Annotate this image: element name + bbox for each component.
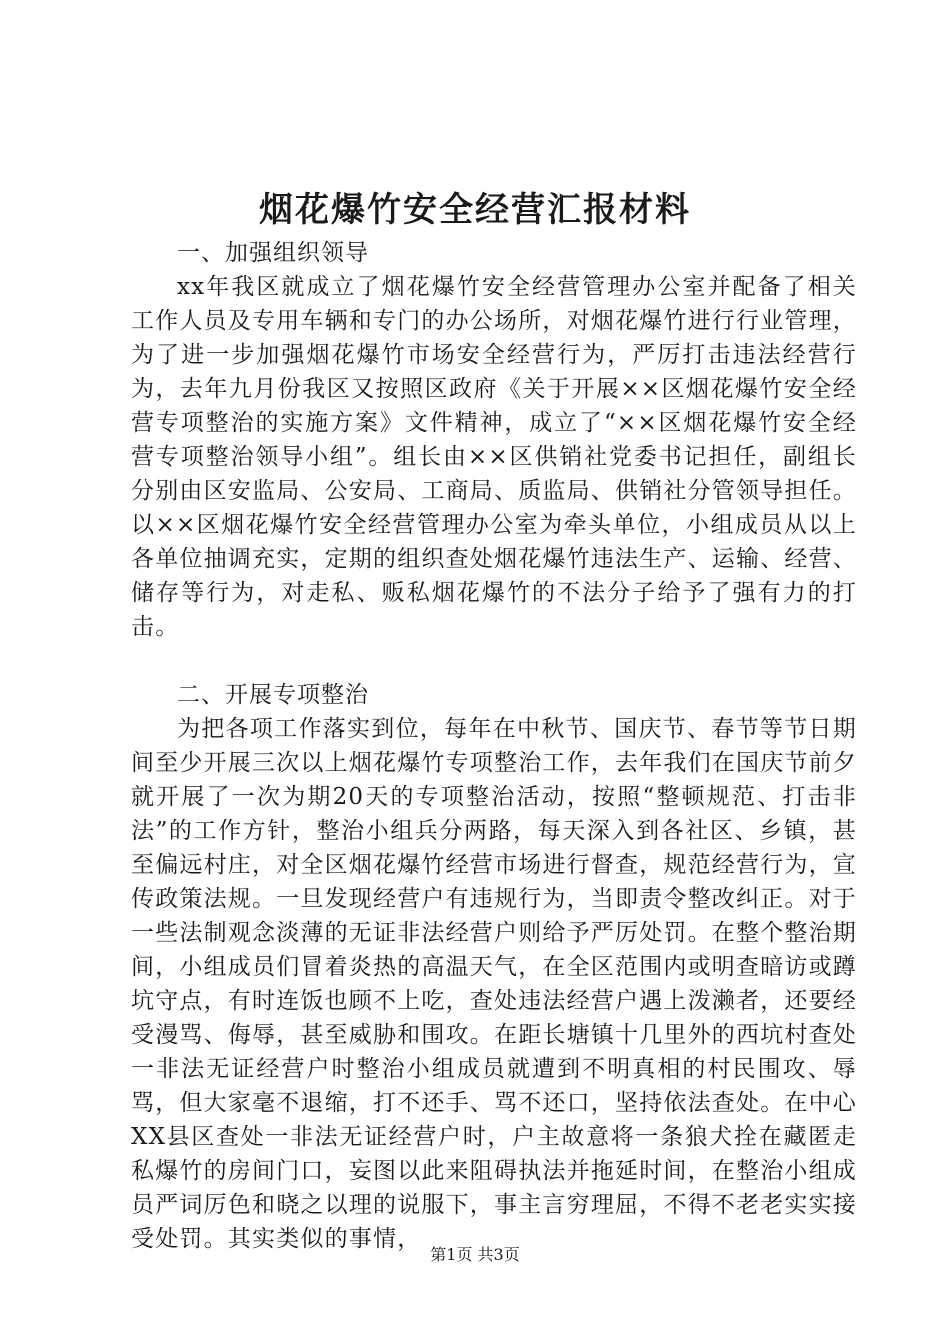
section-paragraph: xx年我区就成立了烟花爆竹安全经营管理办公室并配备了相关工作人员及专用车辆和专门的办公场所，对烟花爆竹进行行业管理，为了进一步加强烟花爆竹市场安全经营行为，严厉打击违法经营行为，去年九月份我区又按照区政府《关于开展××区烟花爆竹安全经营专项整治的实施方案》文件精神，成立了“××区烟花爆竹安全经营专项整治领导小组”。组长由××区供销社党委书记担任，副组长分别由区安监局、公安局、工商局、质监局、供销社分管领导担任。以××区烟花爆竹安全经营管理办公室为牵头单位，小组成员从以上各单位抽调充实，定期的组织查处烟花爆竹违法生产、运输、经营、储存等行为，对走私、贩私烟花爆竹的不法分子给予了强有力的打击。 xyxy=(131,274,857,640)
section-heading: 二、开展专项整治 xyxy=(177,682,369,708)
page-number-footer: 第1页 共3页 xyxy=(430,1245,520,1264)
section-heading: 一、加强组织领导 xyxy=(177,240,369,266)
section-special-rectification xyxy=(131,678,857,1256)
section-organization xyxy=(131,236,857,644)
section-paragraph: 为把各项工作落实到位，每年在中秋节、国庆节、春节等节日期间至少开展三次以上烟花爆竹专项整治工作，去年我们在国庆节前夕就开展了一次为期20天的专项整治活动，按照“整顿规范、打击非法”的工作方针，整治小组兵分两路，每天深入到各社区、乡镇，甚至偏远村庄，对全区烟花爆竹经营市场进行督查，规范经营行为，宣传政策法规。一旦发现经营户有违规行为，当即责令整改纠正。对于一些法制观念淡薄的无证非法经营户则给予严厉处罚。在整个整治期间，小组成员们冒着炎热的高温天气，在全区范围内或明查暗访或蹲坑守点，有时连饭也顾不上吃，查处违法经营户遇上泼濑者，还要经受漫骂、侮辱，甚至威胁和围攻。在距长塘镇十几里外的西坑村查处一非法无证经营户时整治小组成员就遭到不明真相的村民围攻、辱骂，但大家毫不退缩，打不还手、骂不还口，坚持依法查处。在中心XX县区查处一非法无证经营户时，户主故意将一条狼犬拴在藏匿走私爆竹的房间门口，妄图以此来阻碍执法并拖延时间，在整治小组成员严词厉色和晓之以理的说服下，事主言穷理屈，不得不老老实实接受处罚。其实类似的事情， xyxy=(131,716,857,1252)
document-title: 烟花爆竹安全经营汇报材料 xyxy=(259,190,691,230)
document-body xyxy=(131,236,857,1256)
paragraph-spacer xyxy=(131,644,857,678)
